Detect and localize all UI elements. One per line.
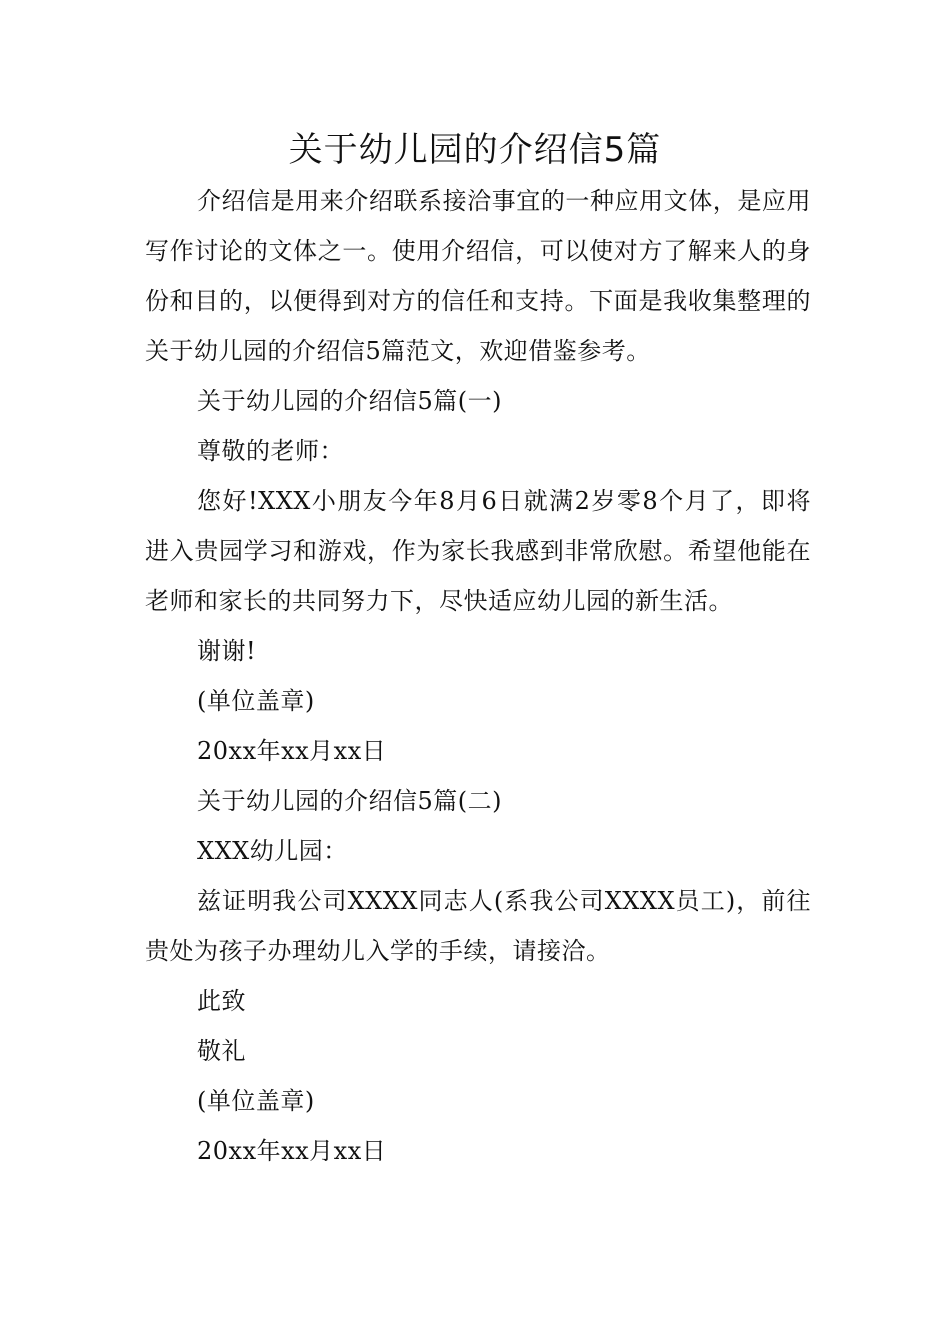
letter2-date: 20xx年xx月xx日 [197, 1137, 387, 1165]
letter2-salutation: XXX幼儿园： [197, 837, 348, 865]
letter1-seal: (单位盖章) [197, 687, 315, 715]
letter1-salutation: 尊敬的老师： [197, 437, 344, 465]
document-title: 关于幼儿园的介绍信5篇 [288, 130, 662, 170]
intro-paragraph: 介绍信是用来介绍联系接洽事宜的一种应用文体，是应用写作讨论的文体之一。使用介绍信，可以使对方了解来人的身份和目的，以便得到对方的信任和支持。下面是我收集整理的关于幼儿园的介绍信5篇范文，欢迎借鉴参考。 [145, 187, 811, 365]
letter2-closing-2: 敬礼 [197, 1037, 246, 1065]
letter2-closing-1: 此致 [197, 987, 246, 1015]
document-body [145, 176, 811, 1176]
letter1-date: 20xx年xx月xx日 [197, 737, 387, 765]
letter2-heading: 关于幼儿园的介绍信5篇(二) [197, 787, 502, 815]
letter1-body: 您好!XXX小朋友今年8月6日就满2岁零8个月了，即将进入贵园学习和游戏，作为家长我感到非常欣慰。希望他能在老师和家长的共同努力下，尽快适应幼儿园的新生活。 [145, 487, 811, 615]
letter2-body: 兹证明我公司XXXX同志人(系我公司XXXX员工)，前往贵处为孩子办理幼儿入学的手续，请接洽。 [145, 887, 811, 965]
letter2-seal: (单位盖章) [197, 1087, 315, 1115]
letter1-thanks: 谢谢! [197, 637, 257, 665]
letter1-heading: 关于幼儿园的介绍信5篇(一) [197, 387, 502, 415]
